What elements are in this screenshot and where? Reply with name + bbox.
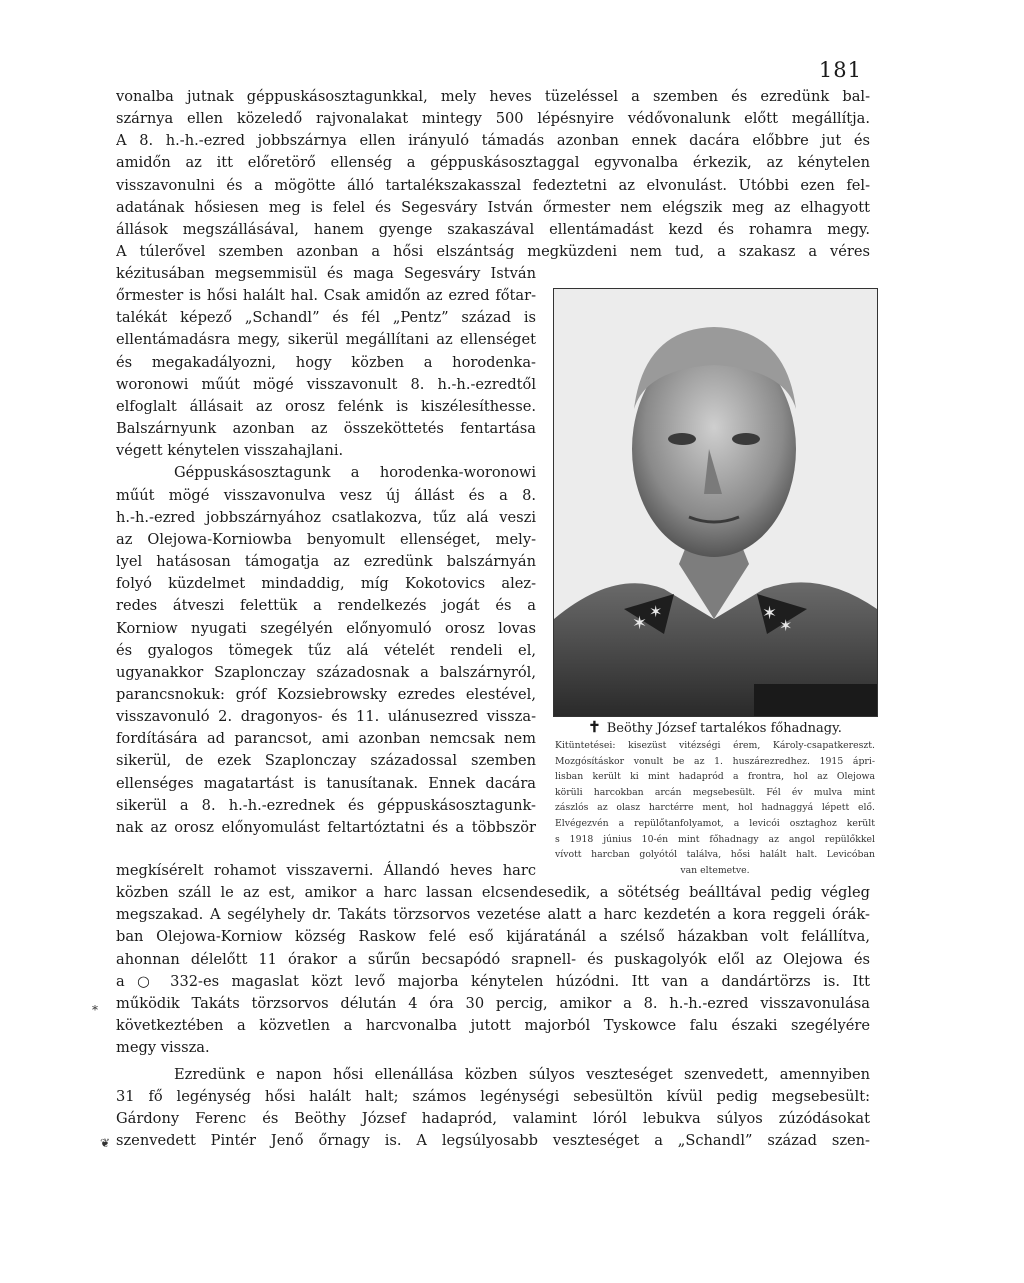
caption-line: Elvégezvén a repülőtanfolyamot, a levicói osztaghoz került — [555, 817, 875, 829]
text-line: 31 fő legénység hősi halált halt; számos legénységi sebesültön kívül pedig megsebesült: — [116, 1088, 870, 1106]
text-line: következtében a közvetlen a harcvonalba jutott majorból Tyskowce falu északi szegélyére — [116, 1017, 870, 1035]
text-line: elfoglalt állásait az orosz felénk is kiszélesíthesse. — [116, 397, 536, 415]
text-line: sikerül, de ezek Szaplonczay századossal szemben — [116, 752, 536, 770]
text-line: ellentámadásra megy, sikerül megállítani az ellenséget — [116, 331, 536, 349]
text-line: szárnya ellen közeledő rajvonalakat mintegy 500 lépésnyire védővonalunk előtt megállítja. — [116, 110, 870, 128]
text-line: parancsnokuk: gróf Kozsiebrowsky ezredes elestével, — [116, 685, 536, 703]
text-line: visszavonuló 2. dragonyos- és 11. ulánusezred vissza- — [116, 708, 536, 726]
text-line: és gyalogos tömegek tűz alá vételét rendeli el, — [116, 641, 536, 659]
margin-mark: * — [92, 1003, 98, 1017]
text-line: vonalba jutnak géppuskásosztagunkkal, mely heves tüzeléssel a szemben és ezredünk bal- — [116, 88, 870, 105]
caption-line: vívott harcban golyótól találva, hősi halált halt. Levicóban — [555, 849, 875, 861]
text-line: amidőn az itt előretörő ellenség a géppuskásosztaggal egyvonalba érkezik, az kénytelen — [116, 154, 870, 172]
text-line: a ○ 332-es magaslat közt levő majorba kénytelen húzódni. Itt van a dandártörzs is. Itt — [116, 972, 870, 990]
text-line: Ezredünk e napon hősi ellenállása közben súlyos veszteséget szenvedett, amennyiben — [174, 1066, 870, 1083]
bottom-paragraph — [116, 860, 870, 1059]
caption-line: s 1918 június 10-én mint főhadnagy az angol repülőkkel — [555, 833, 875, 845]
text-line: ellenséges magatartást is tanusítanak. Ennek dacára — [116, 774, 536, 792]
top-paragraph — [116, 86, 870, 263]
text-line: megszakad. A segélyhely dr. Takáts törzsorvos vezetése alatt a harc kezdetén a kora reggeli órák- — [116, 906, 870, 924]
text-line: kézitusában megsemmisül és maga Segesváry István — [116, 265, 536, 282]
text-line: műút mögé visszavonulva vesz új állást és a 8. — [116, 486, 536, 504]
caption-body — [555, 738, 875, 878]
text-line: ahonnan délelőtt 11 órakor a sűrűn becsapódó srapnell- és puskagolyók elől az Olejowa és — [116, 950, 870, 968]
text-line: szenvedett Pintér Jenő őrnagy is. A legsúlyosabb veszteséget a „Schandl” század szen- — [116, 1132, 870, 1150]
caption-line: körüli harcokban arcán megsebesült. Fél év mulva mint — [555, 786, 875, 798]
text-line: fordítására ad parancsot, ami azonban nemcsak nem — [116, 730, 536, 748]
svg-text:✶: ✶ — [762, 603, 778, 624]
text-line: woronowi műút mögé visszavonult 8. h.-h.-ezredtől — [116, 375, 536, 393]
left-column — [116, 263, 536, 839]
text-line: működik Takáts törzsorvos délután 4 óra 30 percig, amikor a 8. h.-h.-ezred visszavonulása — [116, 994, 870, 1012]
portrait-photo — [553, 288, 878, 717]
text-line: lyel hatásosan támogatja az ezredünk balszárnyán — [116, 553, 536, 571]
text-line: folyó küzdelmet mindaddig, míg Kokotovics alez- — [116, 575, 536, 593]
text-line: A túlerővel szemben azonban a hősi elszántság megküzdeni nem tud, a szakasz a véres — [116, 243, 870, 261]
text-line: talékát képező „Schandl” és fél „Pentz” század is — [116, 309, 536, 327]
text-line: nak az orosz előnyomulást feltartóztatni és a többször — [116, 818, 536, 836]
final-paragraph — [116, 1064, 870, 1153]
caption-title-text: Beöthy József tartalékos főhadnagy. — [606, 721, 842, 736]
text-line: A 8. h.-h.-ezred jobbszárnya ellen irányuló támadás azonban ennek dacára előbbre jut és — [116, 132, 870, 150]
text-line: Balszárnyunk azonban az összeköttetés fentartása — [116, 420, 536, 438]
text-line: közben száll le az est, amikor a harc lassan elcsendesedik, a sötétség beálltával pedig végleg — [116, 884, 870, 902]
caption-line: zászlós az olasz harctérre ment, hol hadnaggyá lépett elő. — [555, 802, 875, 814]
text-line: Gárdony Ferenc és Beöthy József hadapród, valamint lóról lebukva súlyos zúzódásokat — [116, 1110, 870, 1128]
text-line: ban Olejowa-Korniow község Raskow felé eső kijáratánál a szélső házakban volt felállítva, — [116, 928, 870, 946]
svg-text:✶: ✶ — [779, 616, 793, 635]
text-line: állások megszállásával, hanem gyenge szakaszával ellentámadást kezd és rohamra megy. — [116, 220, 870, 238]
caption-line: Kitüntetései: kisezüst vitézségi érem, Károly-csapatkereszt. — [555, 740, 875, 751]
caption-line: lisban került ki mint hadapród a frontra, hol az Olejowa — [555, 771, 875, 783]
text-line: Korniow nyugati szegélyén előnyomuló orosz lovas — [116, 619, 536, 637]
svg-text:✶: ✶ — [649, 602, 663, 621]
caption-line: Mozgósításkor vonult be az 1. huszárezredhez. 1915 ápri- — [555, 755, 875, 767]
text-line: ugyanakkor Szaplonczay századosnak a balszárnyról, — [116, 663, 536, 681]
text-line: az Olejowa-Korniowba benyomult ellenséget, mely- — [116, 530, 536, 548]
caption-line: van eltemetve. — [680, 864, 750, 876]
text-line: végett kénytelen visszahajlani. — [116, 442, 344, 460]
portrait-illustration — [554, 289, 877, 716]
text-line: adatának hősiesen meg is felel és Segesváry István őrmester nem elégszik meg az elhagyott — [116, 198, 870, 216]
text-line: megy vissza. — [116, 1039, 210, 1057]
text-line: őrmester is hősi halált hal. Csak amidőn az ezred főtar- — [116, 287, 536, 305]
text-line: Géppuskásosztagunk a horodenka-woronowi — [174, 464, 536, 482]
text-line: visszavonulni és a mögötte álló tartalékszakasszal fedeztetni az elvonulást. Utóbbi ezen fel- — [116, 176, 870, 194]
bottom-left-mark: ❦ — [100, 1136, 111, 1150]
cross-icon: ✝ — [588, 718, 601, 736]
svg-text:✶: ✶ — [632, 613, 648, 634]
text-line: és megakadályozni, hogy közben a horodenka- — [116, 353, 536, 371]
text-line: sikerül a 8. h.-h.-ezrednek és géppuskásosztagunk- — [116, 796, 536, 814]
text-line: h.-h.-ezred jobbszárnyához csatlakozva, tűz alá veszi — [116, 508, 536, 526]
page-number: 181 — [818, 58, 862, 82]
text-line: megkísérelt rohamot visszaverni. Állandó heves harc — [116, 862, 536, 879]
text-line: redes átveszi felettük a rendelkezés jogát és a — [116, 597, 536, 615]
caption-title — [560, 718, 870, 736]
